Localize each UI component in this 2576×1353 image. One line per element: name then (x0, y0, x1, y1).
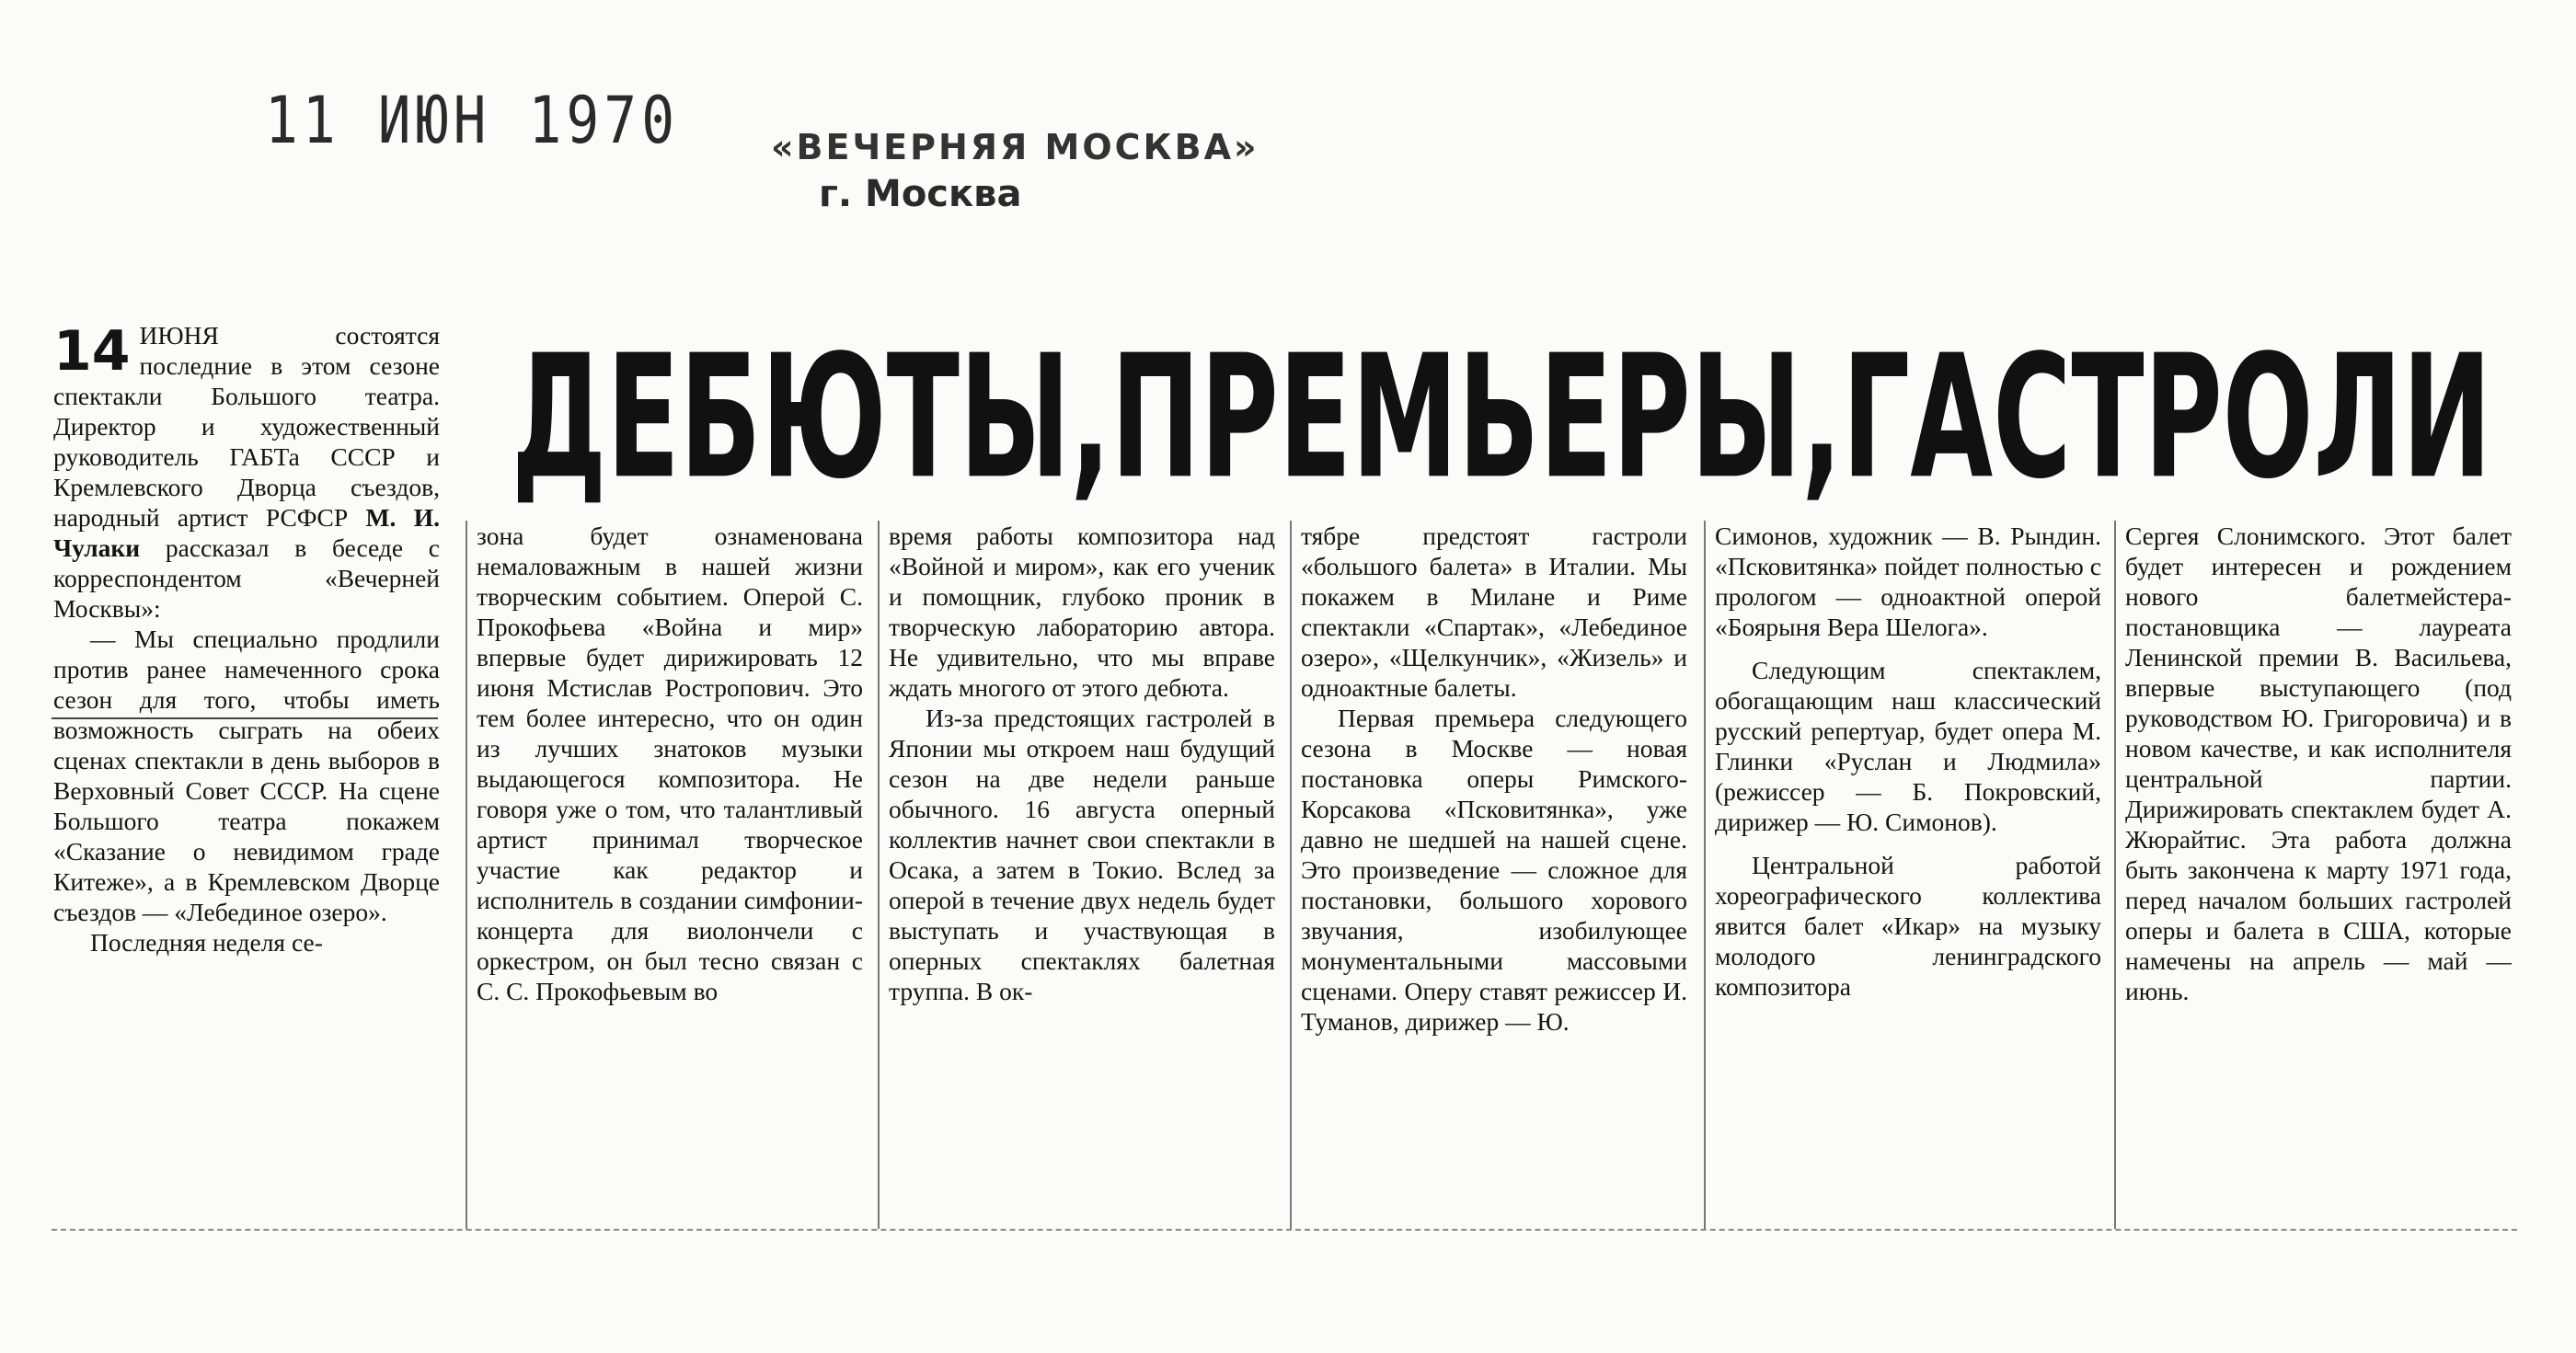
column-divider (1704, 521, 1706, 1229)
date-stamp: 11 ИЮН 1970 (265, 83, 680, 158)
headline-word-2: ПРЕМЬЕРЫ, (1110, 318, 1843, 517)
article-column-2 (477, 521, 863, 1231)
headline-word-1: ДЕБЮТЫ, (512, 318, 1111, 517)
paragraph: Следующим спектаклем, обогащающим наш классический русский репертуар, будет опера М. Глинки «Руслан и Людмила» (режиссер — Б. Покровский, дирижер — Ю. Симонов). (1715, 656, 2101, 836)
paragraph: Центральной работой хореографического коллектива явится балет «Икар» на музыку молодого ленинградского композитора (1715, 851, 2101, 1001)
article-column-6 (2125, 521, 2512, 1231)
paragraph: тябре предстоят гастроли «большого балета» в Италии. Мы покажем в Милане и Риме спектакли «Спартак», «Лебединое озеро», «Щелкунчик», «Жизель» и одноактные балеты. (1301, 522, 1687, 702)
article-column-3 (889, 521, 1275, 1231)
paragraph: Сергея Слонимского. Этот балет будет интересен и рождением нового балетмейстера-постановщика — лауреата Ленинской премии В. Васильева, впервые выступающего (под руководством Ю. Григоровича) и в новом качестве, и как исполнителя центральной партии. Дирижировать спектаклем будет А. Жюрайтис. Эта работа должна быть закончена к марту 1971 года, перед началом больших гастролей оперы и балета в США, которые намечены на апрель — май — июнь. (2125, 522, 2512, 1005)
column-divider (878, 521, 880, 1229)
paragraph: Из-за предстоящих гастролей в Японии мы откроем наш будущий сезон на две недели раньше обычного. 16 августа оперный коллектив начнет свои спектакли в Осака, а затем в Токио. Вслед за оперой в течение двух недель будет выступать и участвующая в оперных спектаклях балетная труппа. В ок- (889, 704, 1275, 1005)
lead-paragraph (53, 320, 440, 624)
lead-text-end: рассказал в беседе с корреспондентом «Вечерней Москвы»: (53, 533, 440, 623)
paragraph: — Мы специально продлили против ранее намеченного срока сезон для того, чтобы иметь возможность сыграть на обеих сценах спектакли в день выборов в Верховный Совет СССР. На сцене Большого театра покажем «Сказание о невидимом граде Китеже», а в Кремлевском Дворце съездов — «Лебединое озеро». (53, 625, 440, 926)
paragraph: время работы композитора над «Войной и миром», как его ученик и помощник, глубоко проник в творческую лабораторию автора. Не удивительно, что мы вправе ждать многого от этого дебюта. (889, 522, 1275, 702)
headline-word-3: ГАСТРОЛИ (1842, 318, 2492, 517)
column-divider (2114, 521, 2116, 1229)
column-rule (52, 717, 438, 719)
lead-date-number: 14 (53, 320, 131, 384)
lead-text: ИЮНЯ состоятся последние в этом сезоне спектакли Большого театра. Директор и художественный руководитель ГАБТа СССР и Кремлевского Дворца съездов, народный артист РСФСР (53, 321, 440, 532)
column-divider (1290, 521, 1292, 1229)
paragraph: Последняя неделя се- (90, 928, 323, 957)
city-stamp: г. Москва (819, 173, 1022, 215)
column-divider (466, 521, 467, 1229)
article-headline (512, 318, 2492, 517)
paragraph: Первая премьера следующего сезона в Москве — новая постановка оперы Римского-Корсакова «Псковитянка», уже давно не шедшей на нашей сцене. Это произведение — сложное для постановки, большого хорового звучания, изобилующее монументальными массовыми сценами. Оперу ставят режиссер И. Туманов, дирижер — Ю. (1301, 704, 1687, 1036)
newspaper-stamp: «ВЕЧЕРНЯЯ МОСКВА» (771, 127, 1259, 167)
lead-person-name: М. И. Чулаки (53, 503, 440, 562)
article-column-1 (53, 320, 440, 1231)
article-column-5 (1715, 521, 2101, 1231)
article-column-4 (1301, 521, 1687, 1231)
paragraph: зона будет ознаменована немаловажным в нашей жизни творческим событием. Оперой С. Прокофьева «Война и мир» впервые будет дирижировать 12 июня Мстислав Ростропович. Это тем более интересно, что он один из лучших знатоков музыки выдающегося композитора. Не говоря уже о том, что талантливый артист принимал творческое участие как редактор и исполнитель в создании симфонии-концерта для виолончели с оркестром, он был тесно связан с С. С. Прокофьевым во (477, 522, 863, 1005)
clipping-bottom-edge (52, 1229, 2517, 1231)
paragraph: Симонов, художник — В. Рындин. «Псковитянка» пойдет полностью с прологом — одноактной оперой «Боярыня Вера Шелога». (1715, 522, 2101, 641)
